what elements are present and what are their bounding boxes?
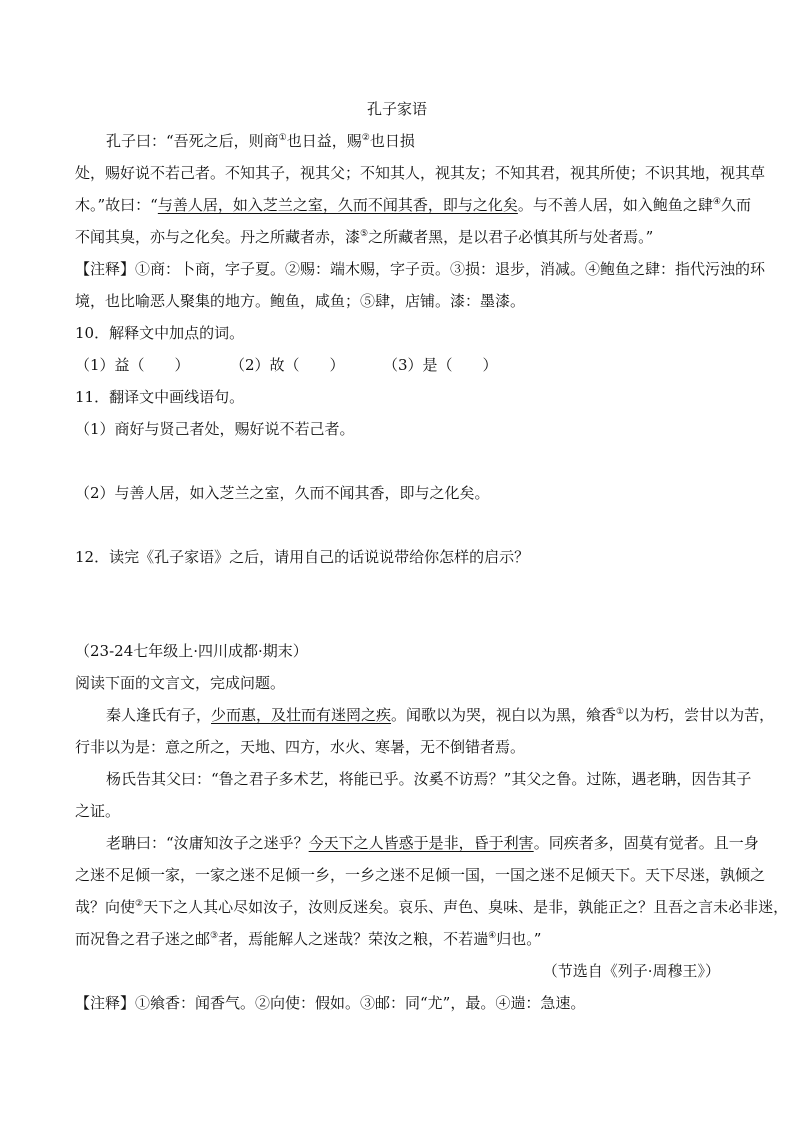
passage-line: 哉？向使②天下之人其心尽如汝子，汝则反迷矣。哀乐、声色、臭味、是非，孰能正之？且吾之言未必非迷，	[75, 898, 789, 916]
passage-line: 杨氏告其父曰：“鲁之君子多术艺，将能已乎。汝奚不访焉？”其父之鲁。过陈，遇老聃，因告其子	[106, 770, 752, 788]
passage-line: 之迷不足倾一家，一家之迷不足倾一乡，一乡之迷不足倾一国，一国之迷不足倾天下。天下尽迷，孰倾之	[75, 866, 766, 884]
annotation-line: 境，也比喻恶人聚集的地方。鲍鱼，咸鱼；⑤肆，店铺。漆：墨漆。	[75, 292, 526, 310]
q10-item-3: （3）是（ ）	[383, 356, 498, 374]
underlined-sentence: 今天下之人皆惑于是非，昏于利害	[308, 834, 534, 852]
question-11-sentence-1: （1）商好与贤己者处，赐好说不若己者。	[75, 420, 355, 438]
passage-line: 秦人逢氏有子，少而惠，及壮而有迷罔之疾。闻歌以为哭，视白以为黑，飨香①以为朽，尝甘以为苦，	[106, 706, 775, 724]
question-10-stem: 10．解释文中加点的词。	[75, 324, 245, 342]
annotation-line: 【注释】①商：卜商，字子夏。②赐：端木赐，字子贡。③损：退步，消减。④鲍鱼之肆：指代污浊的环	[75, 260, 766, 278]
instruction: 阅读下面的文言文，完成问题。	[75, 674, 286, 692]
passage-line: 行非以为是：意之所之，天地、四方，水火、寒暑，无不倒错者焉。	[75, 738, 526, 756]
passage-line: 之证。	[75, 802, 121, 820]
question-12-stem: 12．读完《孔子家语》之后，请用自己的话说说带给你怎样的启示？	[75, 548, 530, 566]
attribution: （节选自《列子·周穆王》）	[542, 962, 720, 980]
passage-title: 孔子家语	[366, 100, 427, 118]
question-11-sentence-2: （2）与善人居，如入芝兰之室，久而不闻其香，即与之化矣。	[75, 484, 490, 502]
passage-line: 而况鲁之君子迷之邮③者，焉能解人之迷哉？荣汝之粮，不若遄④归也。”	[75, 930, 542, 948]
q10-item-2: （2）故（ ）	[230, 356, 345, 374]
passage-line: 木。”故曰：“与善人居，如入芝兰之室，久而不闻其香，即与之化矣。与不善人居，如入鲍鱼之肆④久而	[75, 196, 751, 214]
passage-line: 处，赐好说不若己者。不知其子，视其父；不知其人，视其友；不知其君，视其所使；不识其地，视其草	[75, 164, 766, 182]
passage-line: 孔子曰：“吾死之后，则商①也日益，赐②也日损	[106, 132, 415, 150]
source-tag: （23-24七年级上·四川成都·期末）	[75, 642, 308, 660]
underlined-sentence: 与善人居，如入芝兰之室，久而不闻其香，即与之化矣	[157, 196, 518, 214]
q10-item-1: （1）益（ ）	[75, 356, 190, 374]
passage-line: 不闻其臭，亦与之化矣。丹之所藏者赤，漆⑤之所藏者黑，是以君子必慎其所与处者焉。”	[75, 228, 654, 246]
question-11-stem: 11．翻译文中画线语句。	[75, 388, 245, 406]
annotation-line: 【注释】①飨香：闻香气。②向使：假如。③邮：同“尤”，最。④遄：急速。	[75, 994, 586, 1012]
passage-line: 老聃曰：“汝庸知汝子之迷乎？今天下之人皆惑于是非，昏于利害。同疾者多，固莫有觉者。且一身	[106, 834, 759, 852]
underlined-sentence: 少而惠，及壮而有迷罔之疾	[211, 706, 392, 724]
